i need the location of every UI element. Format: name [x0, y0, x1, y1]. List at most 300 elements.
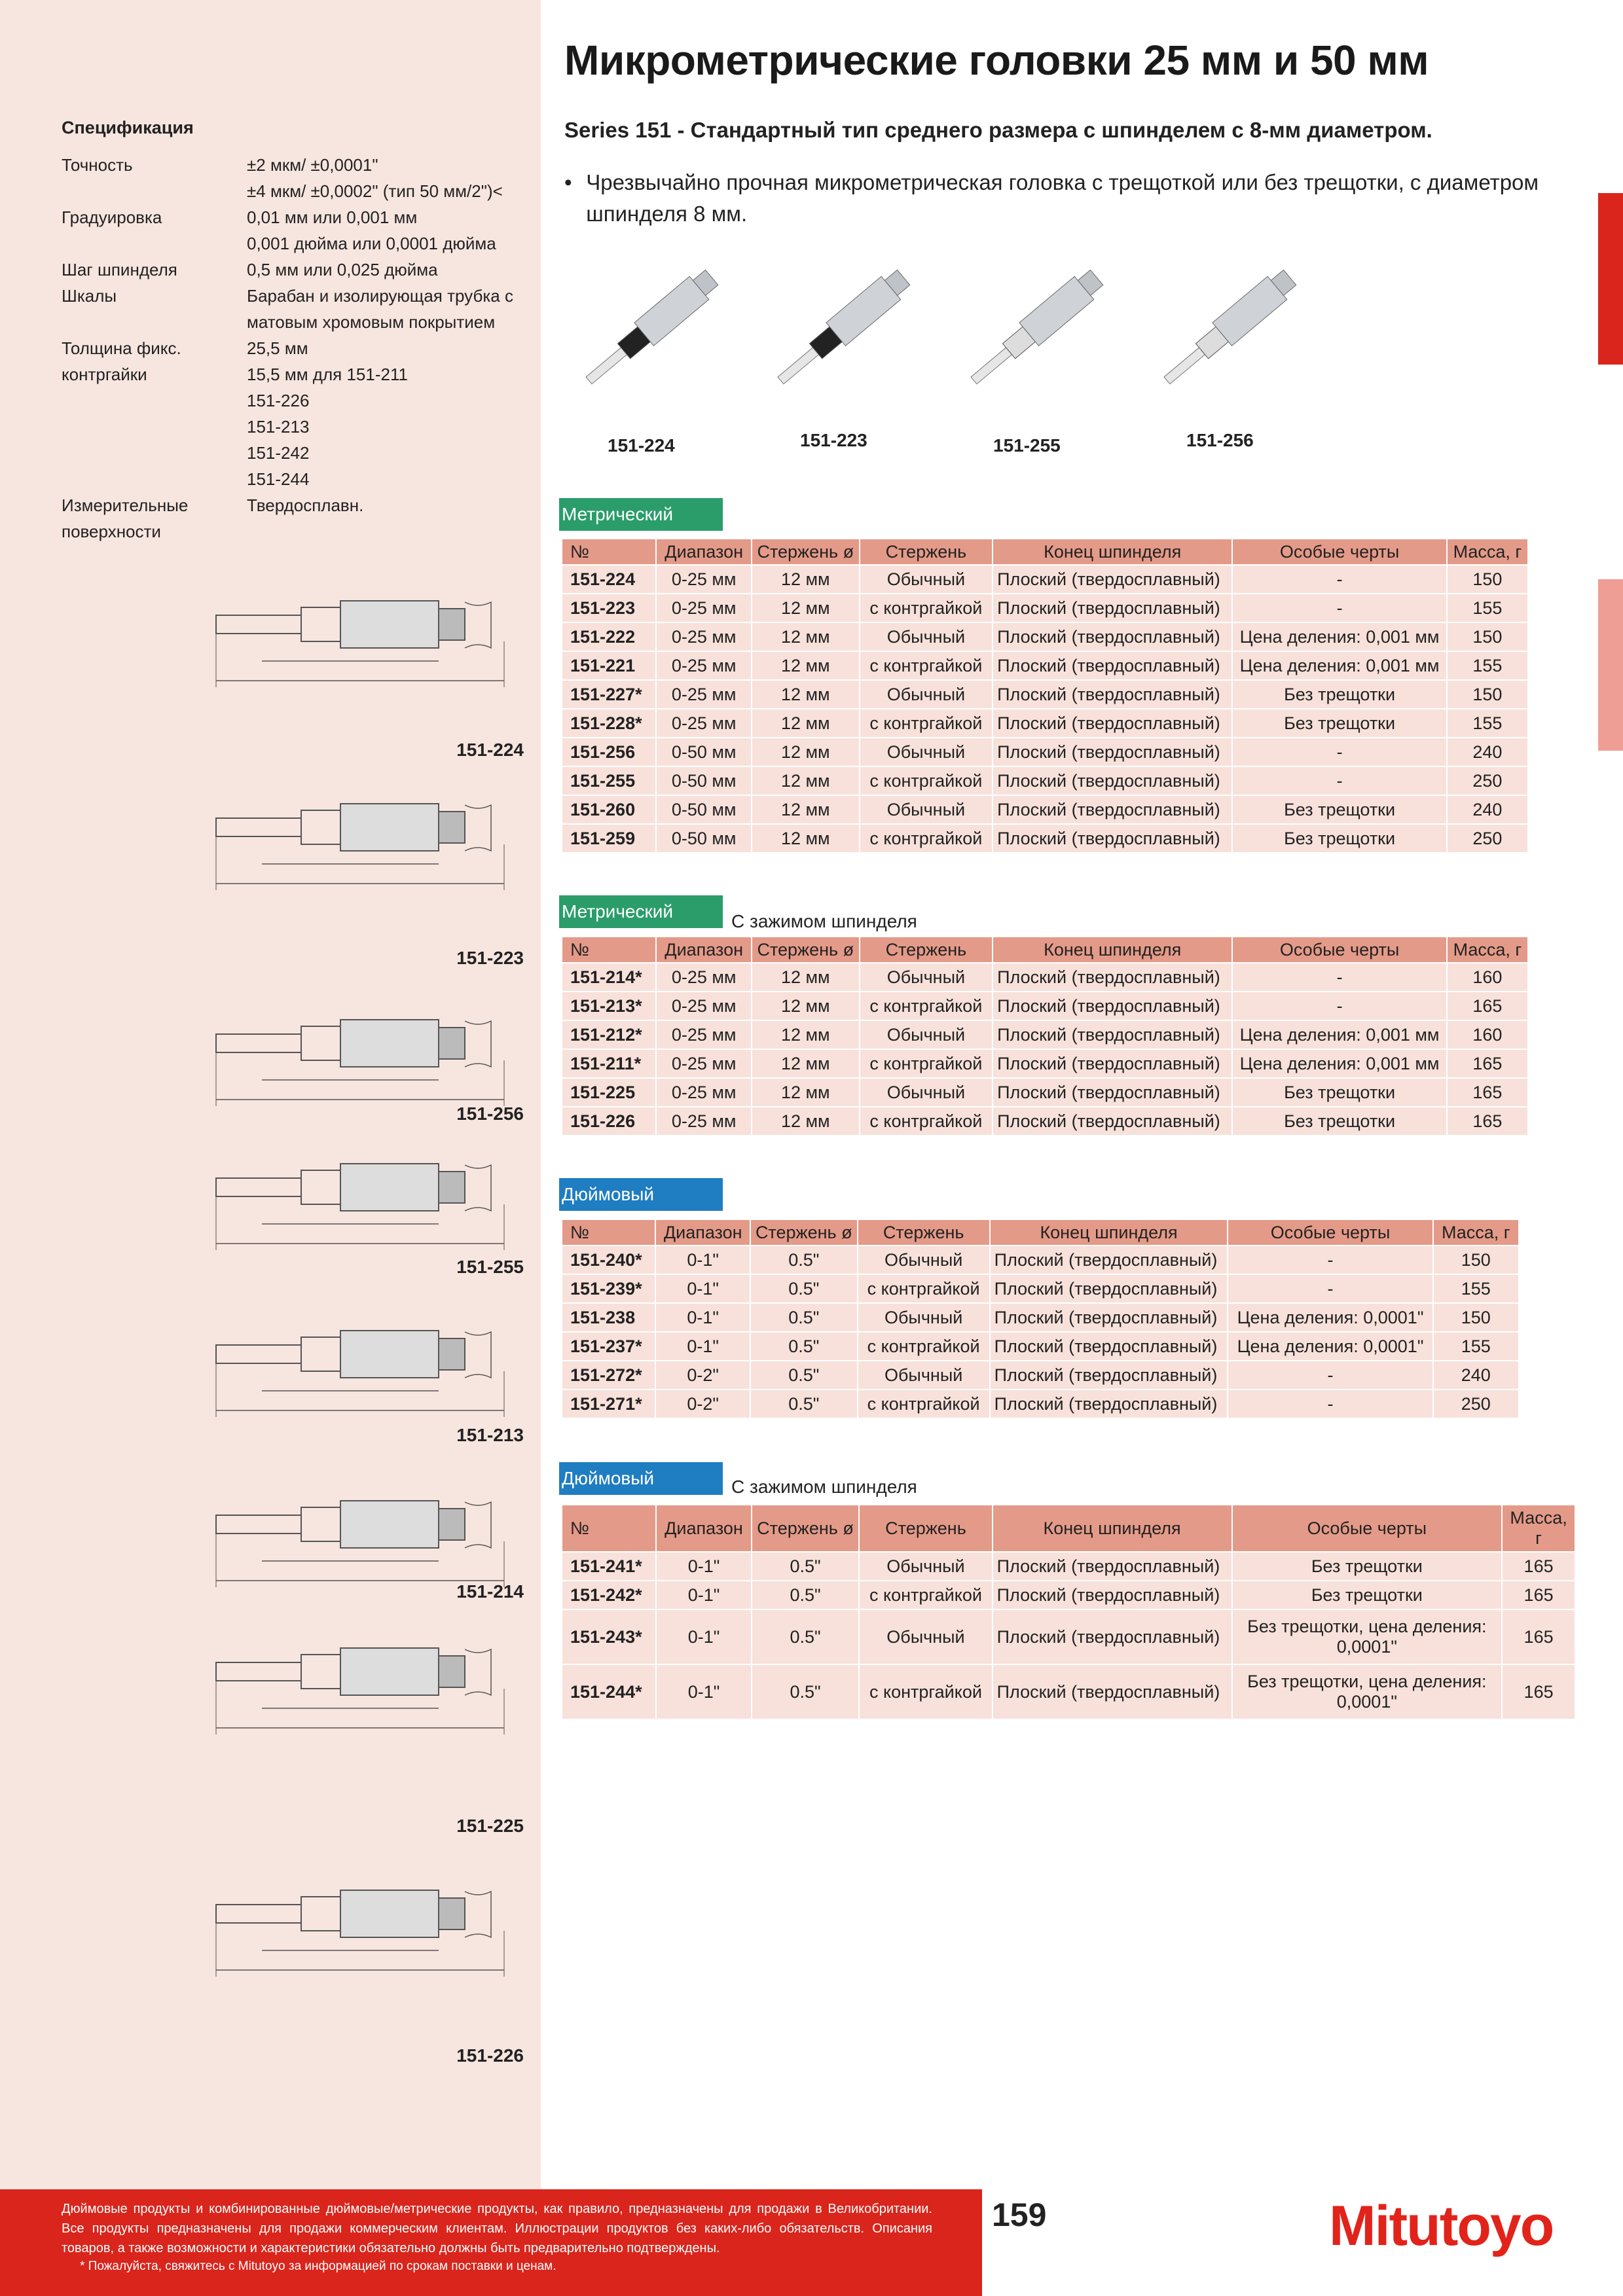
table-cell: 0.5" [750, 1303, 858, 1332]
table-row [562, 709, 1528, 738]
table-cell: 0.5" [752, 1581, 860, 1609]
spec-value: матовым хромовым покрытием [247, 312, 496, 332]
table-row [562, 680, 1528, 709]
table-cell: 151-226 [562, 1107, 656, 1136]
column-header: № [562, 1505, 656, 1552]
spec-row [62, 361, 535, 387]
table-cell: Плоский (твердосплавный) [993, 622, 1232, 651]
column-header: Диапазон [655, 1219, 750, 1246]
table-cell: с контргайкой [860, 1107, 993, 1136]
table-cell: Плоский (твердосплавный) [993, 1049, 1232, 1078]
table-cell: Без трещотки [1232, 1552, 1503, 1581]
spec-label [62, 230, 247, 257]
table-cell: 12 мм [752, 565, 860, 594]
table-cell: 0.5" [750, 1246, 858, 1274]
table-cell: Плоский (твердосплавный) [993, 709, 1232, 738]
spec-value: 15,5 мм для 151-211 [247, 365, 408, 384]
dimension-drawing [190, 1859, 530, 2009]
table-row [562, 1332, 1519, 1361]
drawing-caption: 151-214 [456, 1581, 524, 1602]
drawing-caption: 151-223 [456, 948, 524, 968]
photo-svg [564, 252, 735, 409]
table-row [562, 1107, 1528, 1136]
table-cell: 165 [1502, 1552, 1575, 1581]
table-cell: 0.5" [752, 1609, 860, 1664]
table-cell: Плоский (твердосплавный) [993, 1664, 1232, 1719]
table-cell: 0-50 мм [656, 766, 751, 795]
table-metric-lock [561, 936, 1529, 1136]
table-cell: 12 мм [752, 738, 860, 766]
table-row [562, 594, 1528, 622]
table-cell: 151-240* [562, 1246, 655, 1274]
table-cell: 0.5" [752, 1552, 860, 1581]
table-cell: 0-50 мм [656, 795, 751, 824]
table-cell: 150 [1447, 680, 1528, 709]
table-cell: 150 [1433, 1246, 1519, 1274]
badge-metric-2: Метрический [559, 895, 723, 928]
table-row [562, 1246, 1519, 1274]
table-cell: Плоский (твердосплавный) [993, 680, 1232, 709]
table-cell: Плоский (твердосплавный) [990, 1246, 1228, 1274]
column-header: Конец шпинделя [993, 539, 1232, 565]
table-cell: Обычный [860, 680, 993, 709]
table-cell: Обычный [860, 1020, 993, 1049]
table-cell: 0-25 мм [656, 622, 751, 651]
table-cell: - [1232, 963, 1447, 992]
footer-disclaimer: Дюймовые продукты и комбинированные дюймовые/метрические продукты, как правило, предназначены для продажи в Великобритании. Все продукты предназначены для продажи коммерческим клиентам. Иллюстрации продуктов без каких-либо обязательств. Описания товаров, а также возможности и характеристики обязательно должны быть предварительно подтверждены. [62, 2202, 932, 2255]
drawing-svg [190, 569, 530, 720]
table-cell: - [1228, 1361, 1432, 1390]
table-cell: 0-50 мм [656, 824, 751, 853]
table-row [562, 824, 1528, 853]
micrometer-head-photo [564, 252, 735, 396]
badge-metric-1: Метрический [559, 498, 723, 531]
table-cell: с контргайкой [858, 1390, 990, 1418]
table-cell: 0-1" [656, 1664, 751, 1719]
table-cell: 151-255 [562, 766, 656, 795]
table-cell: 151-239* [562, 1274, 655, 1303]
table-cell: Плоский (твердосплавный) [993, 1552, 1232, 1581]
table-cell: 151-238 [562, 1303, 655, 1332]
table-cell: Цена деления: 0,0001" [1228, 1303, 1432, 1332]
table-cell: 0-25 мм [656, 565, 751, 594]
micrometer-head-photo [1142, 252, 1313, 396]
table-cell: 0-1" [655, 1303, 750, 1332]
spec-row [62, 204, 535, 230]
column-header: Диапазон [656, 1505, 751, 1552]
table-row [562, 1303, 1519, 1332]
table-row [562, 992, 1528, 1020]
table-cell: 0-25 мм [656, 1107, 751, 1136]
dimension-drawing [190, 1617, 530, 1767]
table-cell: Обычный [858, 1246, 990, 1274]
note-spindle-lock-inch: С зажимом шпинделя [731, 1477, 917, 1497]
table-cell: Без трещотки [1232, 709, 1447, 738]
column-header: Стержень [860, 937, 993, 963]
table-row [562, 1049, 1528, 1078]
table-cell: 250 [1433, 1390, 1519, 1418]
table-cell: 0-25 мм [656, 709, 751, 738]
column-header: Конец шпинделя [993, 1505, 1232, 1552]
spec-label [62, 178, 247, 204]
column-header: Особые черты [1232, 937, 1447, 963]
table-cell: с контргайкой [858, 1332, 990, 1361]
table-cell: - [1232, 738, 1447, 766]
table-row [562, 1664, 1575, 1719]
table-header-row [562, 1505, 1575, 1552]
table-cell: 165 [1502, 1609, 1575, 1664]
table-cell: с контргайкой [859, 1581, 992, 1609]
drawing-svg [190, 1859, 530, 2009]
table-cell: 165 [1502, 1581, 1575, 1609]
table-cell: 0-2" [655, 1361, 750, 1390]
drawing-caption: 151-256 [456, 1103, 524, 1124]
table-row [562, 565, 1528, 594]
table-cell: 151-228* [562, 709, 656, 738]
drawing-caption: 151-226 [456, 2045, 524, 2066]
bullet-text: Чрезвычайно прочная микрометрическая головка с трещоткой или без трещотки, с диаметром шпинделя 8 мм. [586, 170, 1539, 226]
bullet-mark: • [564, 170, 572, 194]
table-cell: Плоский (твердосплавный) [993, 824, 1232, 853]
spec-value: Барабан и изолирующая трубка с [247, 286, 513, 306]
table-cell: Плоский (твердосплавный) [993, 963, 1232, 992]
table-cell: Плоский (твердосплавный) [993, 766, 1232, 795]
table-cell: Обычный [860, 795, 993, 824]
table-cell: Плоский (твердосплавный) [993, 1107, 1232, 1136]
table-inch [561, 1219, 1520, 1419]
table-cell: Плоский (твердосплавный) [993, 1609, 1232, 1664]
table-cell: Обычный [858, 1361, 990, 1390]
table-cell: Обычный [859, 1552, 992, 1581]
table-cell: 0-25 мм [656, 680, 751, 709]
table-cell: 0-25 мм [656, 963, 751, 992]
table-cell: с контргайкой [859, 1664, 992, 1719]
column-header: Стержень [860, 539, 993, 565]
spec-value: 151-226 [247, 391, 310, 410]
table-cell: с контргайкой [860, 1049, 993, 1078]
table-cell: 0-1" [655, 1274, 750, 1303]
table-cell: Плоский (твердосплавный) [990, 1361, 1228, 1390]
table-cell: 12 мм [752, 963, 860, 992]
table-cell: 160 [1447, 963, 1528, 992]
spec-label [62, 466, 247, 492]
table-cell: 151-242* [562, 1581, 656, 1609]
spec-label [62, 440, 247, 466]
drawing-caption: 151-225 [456, 1816, 524, 1836]
table-cell: с контргайкой [860, 651, 993, 680]
table-cell: 12 мм [752, 1049, 860, 1078]
table-row [562, 795, 1528, 824]
table-cell: 0-25 мм [656, 1078, 751, 1107]
table-cell: 12 мм [752, 1107, 860, 1136]
table-cell: 0.5" [750, 1332, 858, 1361]
table-cell: Плоский (твердосплавный) [990, 1332, 1228, 1361]
table-cell: Плоский (твердосплавный) [990, 1274, 1228, 1303]
table-cell: Плоский (твердосплавный) [993, 1020, 1232, 1049]
table-cell: Без трещотки [1232, 1078, 1447, 1107]
column-header: Стержень ø [752, 1505, 860, 1552]
column-header: Особые черты [1232, 1505, 1503, 1552]
table-cell: Цена деления: 0,001 мм [1232, 622, 1447, 651]
spec-label: Шкалы [62, 286, 117, 306]
note-spindle-lock-metric: С зажимом шпинделя [731, 911, 917, 931]
table-cell: с контргайкой [860, 824, 993, 853]
spec-row [62, 414, 535, 440]
table-cell: 240 [1447, 738, 1528, 766]
table-cell: 12 мм [752, 651, 860, 680]
photo-caption: 151-223 [800, 430, 867, 450]
table-cell: - [1232, 594, 1447, 622]
table-row [562, 963, 1528, 992]
table-cell: 155 [1433, 1274, 1519, 1303]
column-header: Особые черты [1232, 539, 1447, 565]
table-cell: 0-1" [655, 1246, 750, 1274]
table-cell: Без трещотки [1232, 824, 1447, 853]
spec-value: 151-213 [247, 417, 310, 437]
table-cell: 151-213* [562, 992, 656, 1020]
table-cell: 12 мм [752, 594, 860, 622]
column-header: Масса, г [1447, 937, 1528, 963]
photo-svg [1142, 252, 1313, 409]
table-cell: 0.5" [750, 1361, 858, 1390]
table-cell: 151-221 [562, 651, 656, 680]
spec-row [62, 309, 535, 335]
column-header: № [562, 539, 656, 565]
table-cell: - [1232, 992, 1447, 1020]
table-cell: 165 [1447, 1078, 1528, 1107]
table-cell: с контргайкой [860, 766, 993, 795]
table-cell: Плоский (твердосплавный) [993, 795, 1232, 824]
column-header: Стержень ø [752, 937, 860, 963]
table-metric [561, 538, 1529, 853]
table-cell: 12 мм [752, 992, 860, 1020]
column-header: Диапазон [656, 937, 751, 963]
table-cell: Плоский (твердосплавный) [993, 992, 1232, 1020]
page-title: Микрометрические головки 25 мм и 50 мм [564, 37, 1429, 84]
table-cell: Плоский (твердосплавный) [993, 738, 1232, 766]
table-cell: 0-2" [655, 1390, 750, 1418]
spec-value: 0,001 дюйма или 0,0001 дюйма [247, 234, 496, 253]
spec-label: поверхности [62, 522, 161, 541]
table-cell: с контргайкой [860, 992, 993, 1020]
column-header: Стержень [858, 1219, 990, 1246]
table-cell: 165 [1502, 1664, 1575, 1719]
table-cell: Плоский (твердосплавный) [993, 594, 1232, 622]
table-cell: 151-244* [562, 1664, 656, 1719]
column-header: Стержень ø [750, 1219, 858, 1246]
table-cell: 151-225 [562, 1078, 656, 1107]
table-cell: 240 [1447, 795, 1528, 824]
section-tab-pink [1598, 579, 1623, 751]
table-header-row [562, 1219, 1519, 1246]
spec-label: Толщина фикс. [62, 338, 181, 358]
spec-value: 151-244 [247, 469, 310, 489]
column-header: Стержень ø [752, 539, 860, 565]
table-row [562, 1274, 1519, 1303]
spec-row [62, 283, 535, 309]
table-cell: Обычный [860, 738, 993, 766]
table-cell: Без трещотки, цена деления: 0,0001" [1232, 1609, 1503, 1664]
spec-row [62, 335, 535, 361]
table-cell: 0-25 мм [656, 594, 751, 622]
photo-caption: 151-224 [608, 435, 675, 456]
dimension-drawing [190, 772, 530, 923]
table-cell: - [1232, 766, 1447, 795]
table-cell: - [1232, 565, 1447, 594]
table-cell: Без трещотки [1232, 680, 1447, 709]
spec-row [62, 466, 535, 492]
spec-value: Твердосплавн. [247, 495, 364, 515]
specs-title: Спецификация [62, 118, 194, 137]
table-cell: 0-1" [656, 1581, 751, 1609]
table-cell: Без трещотки [1232, 1107, 1447, 1136]
table-cell: 0-25 мм [656, 1020, 751, 1049]
table-cell: Плоский (твердосплавный) [993, 1078, 1232, 1107]
table-cell: 12 мм [752, 680, 860, 709]
spec-value [247, 518, 535, 545]
table-cell: 151-224 [562, 565, 656, 594]
table-cell: Цена деления: 0,0001" [1228, 1332, 1432, 1361]
section-tab-red [1598, 193, 1623, 365]
table-cell: с контргайкой [860, 594, 993, 622]
spec-label: Градуировка [62, 207, 162, 227]
table-header-row [562, 539, 1528, 565]
column-header: № [562, 1219, 655, 1246]
mitutoyo-logo: Mitutoyo [1329, 2195, 1554, 2257]
dimension-drawing [190, 569, 530, 720]
table-row [562, 1078, 1528, 1107]
table-cell: 151-214* [562, 963, 656, 992]
table-row [562, 651, 1528, 680]
spec-value: 151-242 [247, 443, 310, 463]
photo-caption: 151-255 [993, 435, 1061, 456]
column-header: № [562, 937, 656, 963]
table-cell: 250 [1447, 824, 1528, 853]
drawing-caption: 151-213 [456, 1425, 524, 1445]
table-cell: 150 [1447, 622, 1528, 651]
table-cell: 240 [1433, 1361, 1519, 1390]
table-cell: 151-260 [562, 795, 656, 824]
column-header: Масса, г [1447, 539, 1528, 565]
table-cell: Плоский (твердосплавный) [993, 651, 1232, 680]
table-cell: 12 мм [752, 824, 860, 853]
table-cell: - [1228, 1274, 1432, 1303]
table-cell: 151-259 [562, 824, 656, 853]
spec-label: Шаг шпинделя [62, 260, 177, 279]
table-cell: 250 [1447, 766, 1528, 795]
spec-value: 0,01 мм или 0,001 мм [247, 207, 418, 227]
table-cell: Плоский (твердосплавный) [990, 1390, 1228, 1418]
table-cell: 0.5" [750, 1274, 858, 1303]
page-subtitle: Series 151 - Стандартный тип среднего размера с шпинделем с 8-мм диаметром. [564, 118, 1432, 142]
spec-label [62, 387, 247, 414]
photo-svg [949, 252, 1120, 409]
spec-value: 25,5 мм [247, 338, 308, 358]
spec-row [62, 257, 535, 283]
table-cell: 155 [1433, 1332, 1519, 1361]
table-cell: 12 мм [752, 709, 860, 738]
spec-label: контргайки [62, 365, 147, 384]
table-cell: 151-241* [562, 1552, 656, 1581]
table-cell: 151-212* [562, 1020, 656, 1049]
table-cell: 0-25 мм [656, 1049, 751, 1078]
table-cell: 151-271* [562, 1390, 655, 1418]
table-cell: 0-1" [656, 1609, 751, 1664]
table-cell: 165 [1447, 1049, 1528, 1078]
footer-note: * Пожалуйста, свяжитесь с Mitutoyo за информацией по срокам поставки и ценам. [80, 2259, 556, 2273]
table-row [562, 1581, 1575, 1609]
table-cell: Цена деления: 0,001 мм [1232, 1049, 1447, 1078]
spec-label: Измерительные [62, 495, 189, 515]
table-cell: 0-25 мм [656, 651, 751, 680]
spec-row [62, 440, 535, 466]
drawing-caption: 151-224 [456, 740, 524, 760]
spec-row [62, 387, 535, 414]
table-cell: 151-256 [562, 738, 656, 766]
table-cell: Обычный [859, 1609, 992, 1664]
table-cell: 12 мм [752, 795, 860, 824]
table-cell: 151-222 [562, 622, 656, 651]
table-cell: 151-237* [562, 1332, 655, 1361]
spec-value: 0,5 мм или 0,025 дюйма [247, 260, 438, 279]
table-row [562, 766, 1528, 795]
table-cell: Без трещотки [1232, 795, 1447, 824]
column-header: Стержень [859, 1505, 992, 1552]
table-cell: 12 мм [752, 622, 860, 651]
table-cell: 12 мм [752, 1020, 860, 1049]
column-header: Конец шпинделя [990, 1219, 1228, 1246]
badge-inch-1: Дюймовый [559, 1178, 723, 1211]
photo-caption: 151-256 [1186, 430, 1254, 450]
table-row [562, 1020, 1528, 1049]
spec-row [62, 152, 535, 178]
photo-svg [756, 252, 926, 409]
table-row [562, 738, 1528, 766]
table-cell: Без трещотки, цена деления: 0,0001" [1232, 1664, 1503, 1719]
table-row [562, 1552, 1575, 1581]
spec-row [62, 178, 535, 204]
table-header-row [562, 937, 1528, 963]
column-header: Масса, г [1433, 1219, 1519, 1246]
table-cell: 155 [1447, 709, 1528, 738]
table-cell: 0-50 мм [656, 738, 751, 766]
table-cell: 0-25 мм [656, 992, 751, 1020]
table-cell: Плоский (твердосплавный) [993, 1581, 1232, 1609]
table-cell: Обычный [860, 963, 993, 992]
column-header: Особые черты [1228, 1219, 1432, 1246]
table-cell: - [1228, 1390, 1432, 1418]
badge-inch-2: Дюймовый [559, 1462, 723, 1495]
column-header: Диапазон [656, 539, 751, 565]
table-cell: 151-223 [562, 594, 656, 622]
spec-label: Точность [62, 155, 133, 175]
table-cell: Обычный [860, 565, 993, 594]
table-row [562, 1361, 1519, 1390]
table-row [562, 1609, 1575, 1664]
table-cell: 151-272* [562, 1361, 655, 1390]
spec-row [62, 492, 535, 518]
table-cell: Плоский (твердосплавный) [990, 1303, 1228, 1332]
micrometer-head-photo [949, 252, 1120, 396]
table-cell: Обычный [858, 1303, 990, 1332]
spec-label [62, 414, 247, 440]
table-cell: 12 мм [752, 1078, 860, 1107]
table-cell: с контргайкой [860, 709, 993, 738]
table-cell: - [1228, 1246, 1432, 1274]
table-cell: 12 мм [752, 766, 860, 795]
spec-row [62, 230, 535, 257]
table-cell: 0-1" [655, 1332, 750, 1361]
